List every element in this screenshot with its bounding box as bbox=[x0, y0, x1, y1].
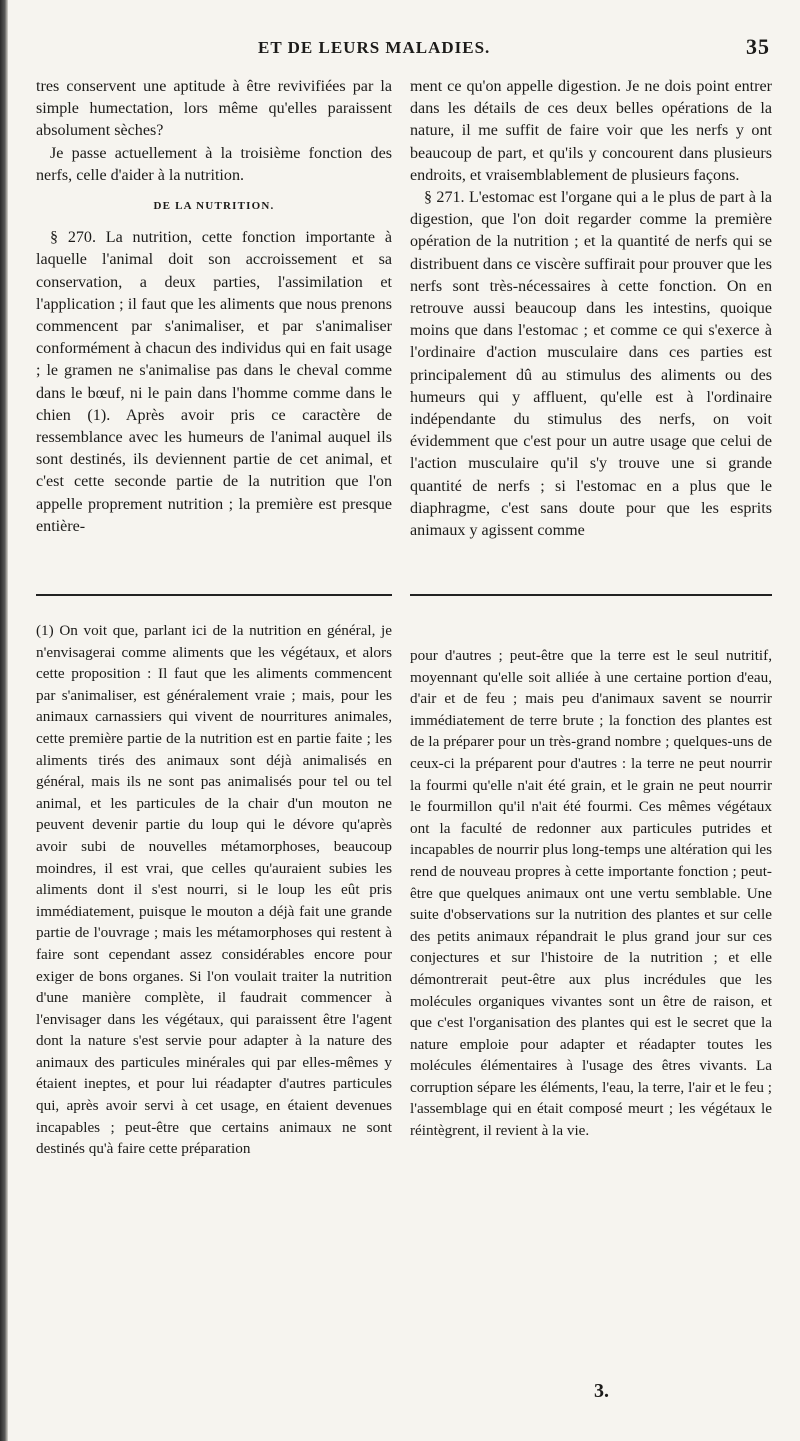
footnote-right-text: pour d'autres ; peut-être que la terre est le seul nutritif, moyennant qu'elle soit alliée à une certaine portion d'eau, d'air et de feu ; mais peu d'animaux savent se nourrir immédiatement de terre brute ; la fonction des plantes est de la préparer pour un très-grand nombre ; quelques-uns de ceux-ci la préparent pour d'autres : la terre ne peut nourrir la fourmi qu'elle n'ait été grain, et le grain ne peut nourrir le fourmillon qu'il n'ait été fourmi. Ces mêmes végétaux ont la faculté de redonner aux particules putrides et incapables de nourrir plus long-temps une altération qui les rend de nouveau propres à cette importante fonction ; peut-être que quelques animaux ont une vertu semblable. Une suite d'observations sur la nutrition des plantes et sur celle des petits animaux répandrait le plus grand jour sur ces conjectures et sur l'histoire de la nutrition ; et elle démontrerait peut-être aux plus incrédules que les molécules organiques vivantes sont un être de raison, et que c'est l'organisation des plantes qui est le secret que la nature emploie pour adapter et réadapter toutes les molécules élémentaires à l'usage des êtres vivants. La corruption sépare les éléments, l'eau, la terre, l'air et le feu ; l'assemblage qui en était composé meurt ; les végétaux le réintègrent, il revient à la vie. bbox=[410, 647, 772, 1140]
right-paragraph-1: ment ce qu'on appelle digestion. Je ne dois point entrer dans les détails de ces deux belles opérations de la nature, il me suffit de faire voir que les nerfs y ont beaucoup de part, et qu'ils y concourent dans plusieurs endroits, et vraisemblablement de plusieurs façons. bbox=[410, 78, 772, 184]
running-title: ET DE LEURS MALADIES. bbox=[258, 38, 491, 57]
footnote-divider-left bbox=[36, 594, 392, 596]
footnote-left bbox=[36, 620, 392, 1160]
left-paragraph-3: § 270. La nutrition, cette fonction importante à laquelle l'animal doit son accroissement et sa conservation, a deux parties, l'assimilation et l'application ; il faut que les aliments que nous prenons commencent par s'animaliser, et par s'animaliser conformément à chacun des individus qui en fait usage ; le gramen ne s'animalise pas dans le cheval comme dans le bœuf, ni le pain dans l'homme comme dans le chien (1). Après avoir pris ce caractère de ressemblance avec les humeurs de l'animal auquel ils sont destinés, ils deviennent partie de cet animal, et c'est cette seconde partie de la nutrition que l'on appelle proprement nutrition ; la première est presque entière- bbox=[36, 229, 392, 535]
footnote-left-text: (1) On voit que, parlant ici de la nutrition en général, je n'envisagerai comme aliments que les végétaux, et alors cette proposition : Il faut que les aliments commencent par s'animaliser, est généralement vraie ; mais, pour les animaux carnassiers qui vivent de nourritures animales, cette première partie de la nutrition est en partie faite ; les aliments tirés des animaux sont déjà animalisés en général, mais ils ne sont pas animalisés pour tel ou tel animal, et les particules de la chair d'un mouton ne peuvent devenir partie du loup qui le dévore qu'après avoir subi de nouvelles métamorphoses, beaucoup moindres, il est vrai, que celles qu'auraient subies les aliments dont il s'est nourri, si le loup les eût pris immédiatement, puisque le mouton a déjà fait une grande partie de l'ouvrage ; mais les métamorphoses qui restent à faire sont cependant assez considérables encore pour exiger de bons organes. Si l'on voulait traiter la nutrition d'une manière complète, il faudrait commencer à l'envisager dans les végétaux, qui paraissent être l'agent dont la nature s'est servie pour adapter à la nature des animaux des particules minérales qui par elles-mêmes y étaient ineptes, et pour lui réadapter d'autres particules qui, après avoir servi à cet usage, en étaient devenues incapables ; peut-être que certains animaux ne sont destinés qu'à faire cette préparation bbox=[36, 622, 392, 1158]
signature-mark: 3. bbox=[594, 1380, 609, 1402]
footnote-divider-right bbox=[410, 594, 772, 596]
right-paragraph-2: § 271. L'estomac est l'organe qui a le plus de part à la digestion, que l'on doit regarder comme la première opération de la nutrition ; et la quantité de nerfs qui se distribuent dans ce viscère suffirait pour prouver que les nerfs sont très-nécessaires à cette fonction. On en retrouve aussi beaucoup dans les intestins, quoique moins que dans l'estomac ; et comme ce qui s'exerce à l'ordinaire d'action musculaire dans ces parties est principalement dû au stimulus des aliments ou des humeurs qui y affluent, qu'elle est à l'ordinaire indépendante du stimulus des nerfs, on voit évidemment que c'est pour un autre usage que celui de l'action musculaire qu'il s'y trouve une si grande quantité de nerfs ; si l'estomac en a plus que le diaphragme, c'est sans doute pour que les esprits animaux y agissent comme bbox=[410, 189, 772, 540]
footnote-right bbox=[410, 645, 772, 1142]
page-number: 35 bbox=[746, 34, 770, 59]
right-main-column bbox=[410, 76, 772, 542]
section-title: DE LA NUTRITION. bbox=[153, 200, 275, 213]
page-binding-edge bbox=[0, 0, 8, 1441]
left-main-column bbox=[36, 76, 392, 538]
left-paragraph-1: tres conservent une aptitude à être revivifiées par la simple humectation, lors même qu'elles paraissent absolument sèches? bbox=[36, 78, 392, 140]
left-paragraph-2: Je passe actuellement à la troisième fonction des nerfs, celle d'aider à la nutrition. bbox=[36, 144, 392, 184]
page-header bbox=[258, 34, 770, 60]
